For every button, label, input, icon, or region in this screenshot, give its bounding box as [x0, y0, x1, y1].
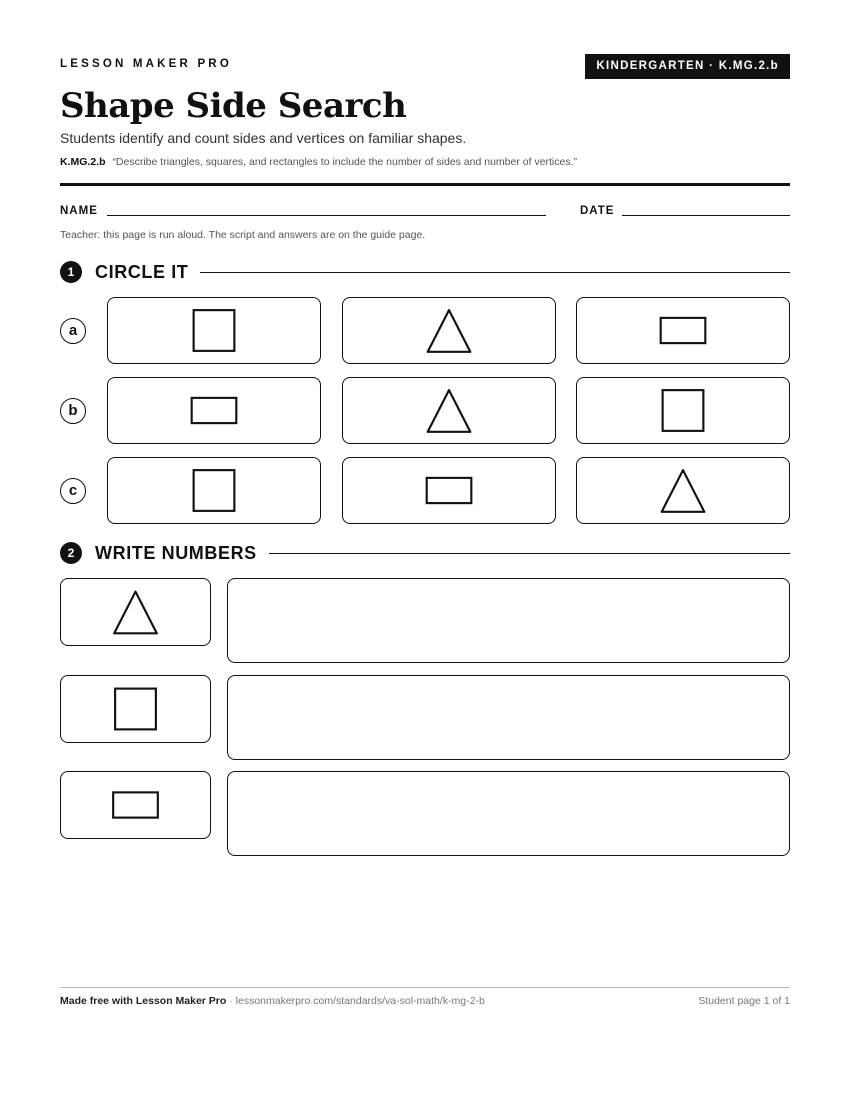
brand-wordmark: LESSON MAKER PRO: [60, 58, 232, 70]
shape-card-c-2[interactable]: [342, 457, 556, 524]
grade-badge: KINDERGARTEN · K.MG.2.b: [585, 54, 790, 79]
page-title: Shape Side Search: [60, 86, 407, 126]
answer-box-2[interactable]: [227, 675, 790, 760]
answer-box-3[interactable]: [227, 771, 790, 856]
footer-page-number: Student page 1 of 1: [698, 995, 790, 1007]
page-subtitle: Students identify and count sides and vertices on familiar shapes.: [60, 130, 467, 146]
square-icon: [108, 458, 320, 523]
section-2-title: WRITE NUMBERS: [95, 541, 269, 565]
triangle-icon: [343, 378, 555, 443]
name-label: NAME: [60, 205, 98, 217]
write-shape-card-1: [60, 578, 211, 646]
rectangle-icon: [108, 378, 320, 443]
section-2-number: 2: [60, 542, 82, 564]
section-1-title: CIRCLE IT: [95, 260, 200, 284]
shape-card-a-2[interactable]: [342, 297, 556, 364]
triangle-icon: [61, 579, 210, 645]
standard-text: “Describe triangles, squares, and rectangles to include the number of sides and number of vertices.”: [112, 156, 578, 168]
square-icon: [577, 378, 789, 443]
header-rule: [60, 183, 790, 186]
footer-credit: [60, 995, 485, 1007]
date-field[interactable]: [622, 215, 790, 216]
section-1-heading: [60, 260, 790, 284]
footer-url: · lessonmakerpro.com/standards/va-sol-math/k-mg-2-b: [229, 995, 485, 1007]
row-label-c: c: [60, 478, 86, 504]
shape-card-b-3[interactable]: [576, 377, 790, 444]
answer-box-1[interactable]: [227, 578, 790, 663]
name-field[interactable]: [107, 215, 546, 216]
shape-card-b-1[interactable]: [107, 377, 321, 444]
triangle-icon: [343, 298, 555, 363]
triangle-icon: [577, 458, 789, 523]
shape-card-c-3[interactable]: [576, 457, 790, 524]
section-1-number: 1: [60, 261, 82, 283]
row-label-a: a: [60, 318, 86, 344]
shape-card-a-1[interactable]: [107, 297, 321, 364]
shape-card-a-3[interactable]: [576, 297, 790, 364]
square-icon: [61, 676, 210, 742]
footer-maker: Made free with Lesson Maker Pro: [60, 995, 227, 1007]
shape-card-b-2[interactable]: [342, 377, 556, 444]
row-label-b: b: [60, 398, 86, 424]
shape-card-c-1[interactable]: [107, 457, 321, 524]
square-icon: [108, 298, 320, 363]
teacher-note: Teacher: this page is run aloud. The script and answers are on the guide page.: [60, 229, 426, 241]
section-2-heading: [60, 541, 790, 565]
write-shape-card-2: [60, 675, 211, 743]
rectangle-icon: [577, 298, 789, 363]
standard-code: K.MG.2.b: [60, 156, 106, 168]
standard-line: [60, 156, 577, 168]
date-label: DATE: [580, 205, 615, 217]
rectangle-icon: [343, 458, 555, 523]
write-shape-card-3: [60, 771, 211, 839]
footer-rule: [60, 987, 790, 988]
rectangle-icon: [61, 772, 210, 838]
